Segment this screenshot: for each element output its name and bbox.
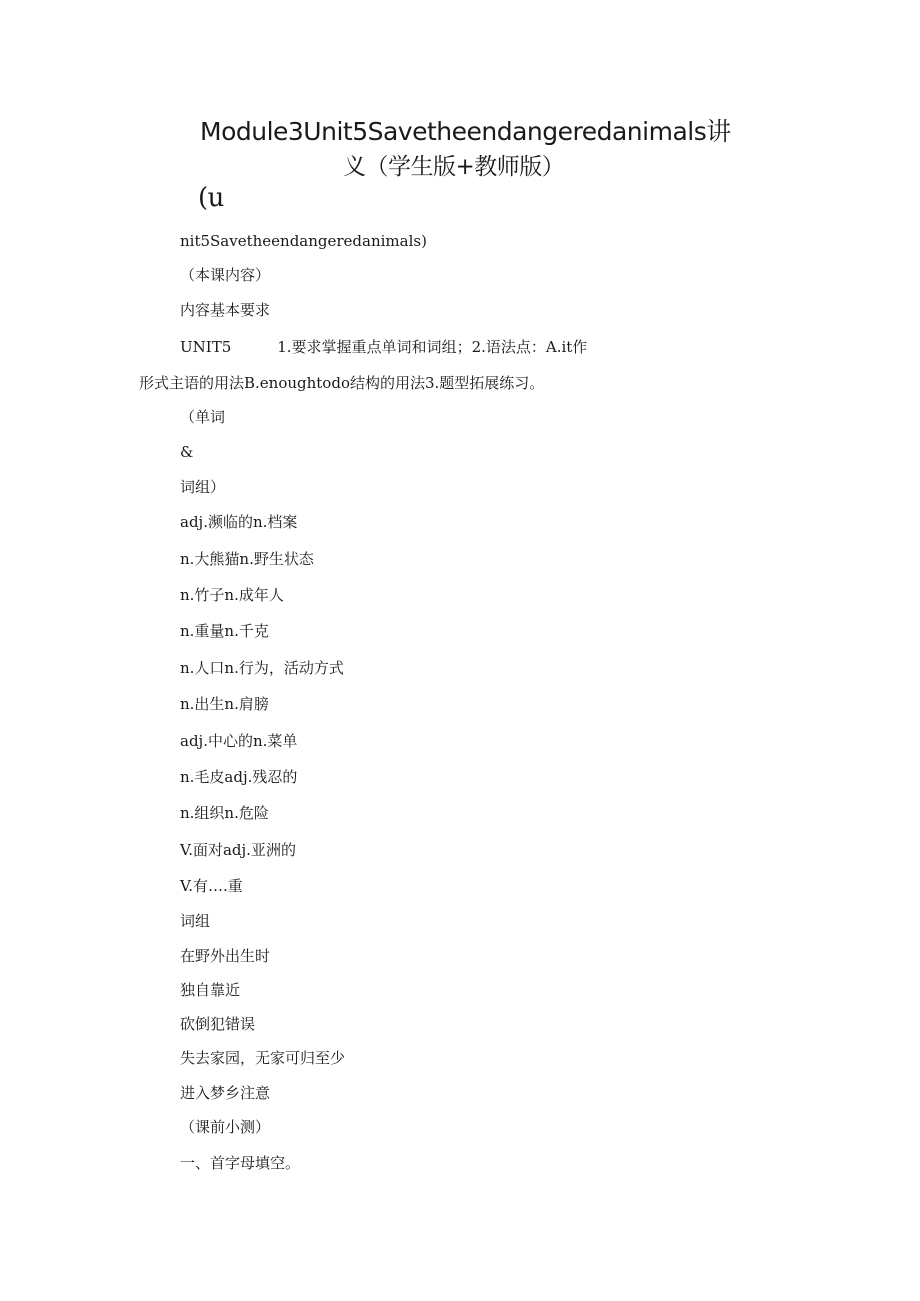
vocab-row: n.大熊猫n.野生状态: [180, 550, 314, 568]
vocab-row: n.人口n.行为，活动方式: [180, 659, 344, 677]
document-title-line-3: (u: [198, 183, 224, 213]
requirements-continued: 形式主语的用法B.enoughtodo结构的用法3.题型拓展练习。: [139, 374, 545, 392]
document-title-line-1: Module3Unit5Savetheendangeredanimals讲: [200, 117, 731, 146]
unit-label: UNIT5: [180, 338, 232, 356]
vocab-row: n.毛皮adj.残忍的: [180, 768, 298, 786]
table-header-line: 内容基本要求: [180, 301, 271, 319]
phrases-heading: 词组: [180, 912, 211, 930]
phrase-row: 在野外出生时: [180, 947, 271, 965]
requirements-row: [180, 337, 587, 357]
requirements-text: 1.要求掌握重点单词和词组；2.语法点：A.it作: [277, 338, 588, 356]
vocab-row: adj.濒临的n.档案: [180, 513, 298, 531]
vocab-row: V.面对adj.亚洲的: [180, 841, 296, 859]
phrase-row: 砍倒犯错误: [180, 1015, 256, 1033]
unit-name-line: nit5Savetheendangeredanimals): [180, 232, 427, 250]
phrase-row: 进入梦乡注意: [180, 1084, 271, 1102]
document-title-line-2: 义（学生版+教师版）: [343, 154, 565, 180]
section-heading-pre-quiz: （课前小测）: [180, 1118, 271, 1136]
vocab-row: n.组织n.危险: [180, 804, 269, 822]
exercise-heading: 一、首字母填空。: [180, 1154, 301, 1172]
phrase-row: 失去家园，无家可归至少: [180, 1049, 346, 1067]
section-heading-lesson-content: （本课内容）: [180, 266, 271, 284]
vocab-row: n.出生n.肩膀: [180, 695, 269, 713]
ampersand-line: &: [180, 443, 194, 461]
vocab-row: V.有….重: [180, 877, 243, 895]
section-heading-vocab-close: 词组）: [180, 478, 226, 496]
vocab-row: n.竹子n.成年人: [180, 586, 284, 604]
section-heading-vocab-open: （单词: [180, 408, 226, 426]
phrase-row: 独自靠近: [180, 981, 241, 999]
vocab-row: n.重量n.千克: [180, 622, 269, 640]
vocab-row: adj.中心的n.菜单: [180, 732, 298, 750]
